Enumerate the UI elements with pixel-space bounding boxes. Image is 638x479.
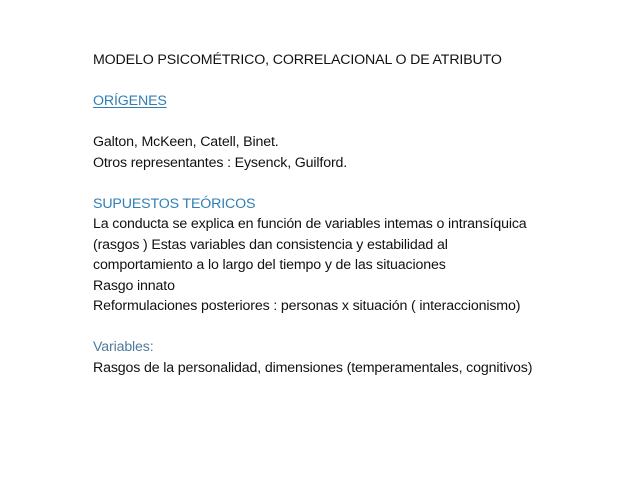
supuestos-line: Rasgo innato xyxy=(93,277,175,294)
spacer xyxy=(93,317,623,338)
supuestos-line: comportamiento a lo largo del tiempo y de las situaciones xyxy=(93,257,446,273)
slide-body xyxy=(93,50,623,378)
spacer xyxy=(93,112,623,133)
origenes-line: Otros representantes : Eysenck, Guilford. xyxy=(93,154,348,171)
supuestos-line: (rasgos ) Estas variables dan consistencia y estabilidad al xyxy=(93,236,448,253)
variables-heading: Variables: xyxy=(93,339,154,355)
supuestos-line: Reformulaciones posteriores : personas x situación ( interaccionismo) xyxy=(93,298,521,314)
supuestos-line: La conducta se explica en función de variables intemas o intransíquica xyxy=(93,216,527,232)
variables-line: Rasgos de la personalidad, dimensiones (temperamentales, cognitivos) xyxy=(93,359,533,376)
slide-title: MODELO PSICOMÉTRICO, CORRELACIONAL O DE ATRIBUTO xyxy=(93,52,502,68)
origenes-line: Galton, McKeen, Catell, Binet. xyxy=(93,134,279,150)
spacer xyxy=(93,173,623,194)
supuestos-heading: SUPUESTOS TEÓRICOS xyxy=(93,195,256,212)
spacer xyxy=(93,71,623,92)
origenes-heading: ORÍGENES xyxy=(93,93,167,109)
